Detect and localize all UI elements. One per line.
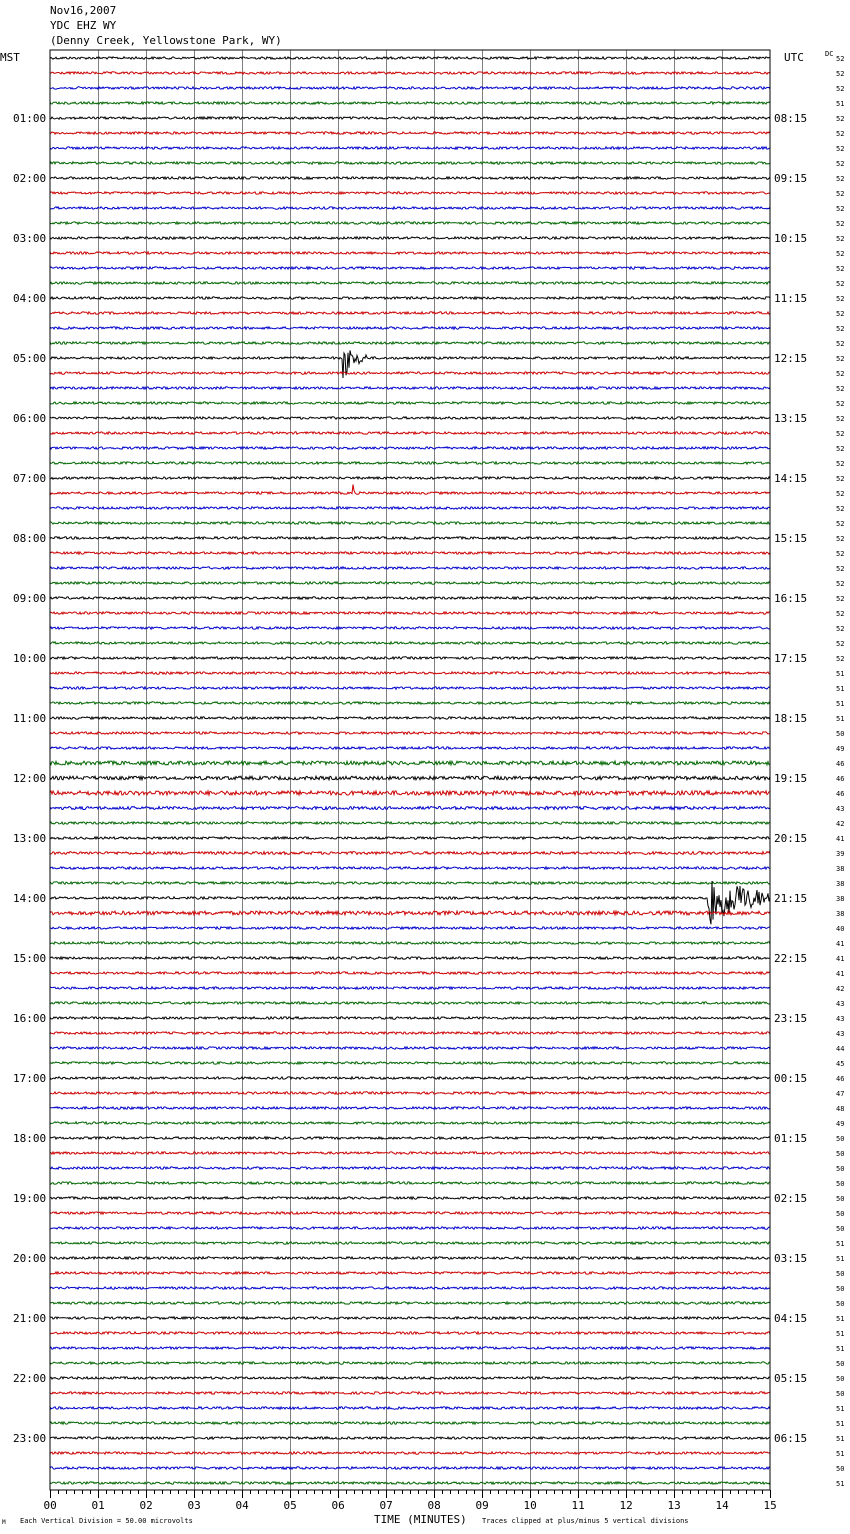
dc-offset-label: 52 xyxy=(836,415,845,423)
dc-offset-label: 52 xyxy=(836,385,845,393)
dc-offset-label: 52 xyxy=(836,160,845,168)
trace-line xyxy=(50,162,770,164)
x-axis-title: TIME (MINUTES) xyxy=(374,1513,467,1526)
x-tick-label: 11 xyxy=(571,1499,585,1512)
dc-offset-label: 52 xyxy=(836,220,845,228)
mst-hour-label: 21:00 xyxy=(13,1312,47,1325)
dc-offset-label: 41 xyxy=(836,835,845,843)
trace-line xyxy=(50,717,770,719)
dc-offset-label: 52 xyxy=(836,640,845,648)
trace-line xyxy=(50,1242,770,1244)
dc-offset-label: 52 xyxy=(836,280,845,288)
trace-line xyxy=(50,72,770,74)
dc-offset-label: 51 xyxy=(836,1450,845,1458)
mst-hour-label: 02:00 xyxy=(13,172,47,185)
dc-offset-label: 51 xyxy=(836,685,845,693)
trace-line xyxy=(50,267,770,269)
trace-line xyxy=(50,1437,770,1439)
trace-line xyxy=(50,1077,770,1079)
dc-offset-label: 41 xyxy=(836,955,845,963)
dc-offset-label: 38 xyxy=(836,895,845,903)
utc-hour-label: 12:15 xyxy=(774,352,808,365)
dc-offset-label: 52 xyxy=(836,235,845,243)
trace-line xyxy=(50,1122,770,1124)
trace-line xyxy=(50,1032,770,1034)
dc-offset-label: 52 xyxy=(836,565,845,573)
trace-line xyxy=(50,522,770,524)
dc-offset-label: 50 xyxy=(836,1135,845,1143)
mst-hour-label: 04:00 xyxy=(13,292,47,305)
trace-line xyxy=(50,1272,770,1274)
mst-hour-label: 12:00 xyxy=(13,772,47,785)
utc-hour-label: 01:15 xyxy=(774,1132,808,1145)
mst-hour-label: 17:00 xyxy=(13,1072,47,1085)
dc-offset-label: 50 xyxy=(836,1300,845,1308)
trace-line xyxy=(50,222,770,224)
dc-offset-label: 50 xyxy=(836,1225,845,1233)
trace-line xyxy=(50,132,770,134)
mst-hour-label: 09:00 xyxy=(13,592,47,605)
dc-offset-label: 52 xyxy=(836,505,845,513)
trace-line xyxy=(50,1227,770,1229)
dc-offset-label: 52 xyxy=(836,400,845,408)
trace-line xyxy=(50,462,770,464)
dc-offset-label: 46 xyxy=(836,760,845,768)
mst-hour-label: 13:00 xyxy=(13,832,47,845)
dc-offset-label: 51 xyxy=(836,715,845,723)
dc-offset-label: 50 xyxy=(836,1270,845,1278)
x-tick-label: 04 xyxy=(235,1499,249,1512)
trace-line xyxy=(50,1062,770,1064)
utc-hour-label: 18:15 xyxy=(774,712,808,725)
mst-hour-label: 15:00 xyxy=(13,952,47,965)
trace-line xyxy=(50,282,770,284)
x-tick-label: 06 xyxy=(331,1499,345,1512)
dc-offset-label: 46 xyxy=(836,790,845,798)
trace-line xyxy=(50,1467,770,1469)
dc-offset-label: 52 xyxy=(836,130,845,138)
trace-line xyxy=(50,507,770,509)
dc-offset-label: 52 xyxy=(836,340,845,348)
corner-mark: M xyxy=(2,1519,6,1526)
trace-line xyxy=(50,237,770,239)
trace-line xyxy=(50,1347,770,1349)
dc-offset-label: 52 xyxy=(836,175,845,183)
dc-offset-label: 52 xyxy=(836,55,845,63)
trace-line xyxy=(50,1152,770,1154)
trace-line xyxy=(50,881,770,924)
trace-line xyxy=(50,1047,770,1049)
x-tick-label: 03 xyxy=(187,1499,201,1512)
trace-line xyxy=(50,87,770,89)
trace-line xyxy=(50,1092,770,1094)
utc-hour-label: 04:15 xyxy=(774,1312,808,1325)
trace-line xyxy=(50,987,770,989)
dc-offset-label: 51 xyxy=(836,1420,845,1428)
dc-offset-label: 47 xyxy=(836,1090,845,1098)
dc-offset-label: 52 xyxy=(836,655,845,663)
trace-line xyxy=(50,1452,770,1454)
utc-hour-label: 19:15 xyxy=(774,772,808,785)
trace-line xyxy=(50,402,770,404)
dc-offset-label: 51 xyxy=(836,700,845,708)
trace-line xyxy=(50,387,770,389)
dc-offset-label: 52 xyxy=(836,490,845,498)
dc-offset-label: 50 xyxy=(836,730,845,738)
dc-offset-label: 52 xyxy=(836,535,845,543)
trace-line xyxy=(50,1317,770,1319)
dc-offset-label: 52 xyxy=(836,250,845,258)
trace-line xyxy=(50,732,770,734)
trace-line xyxy=(50,852,770,855)
dc-offset-label: 49 xyxy=(836,1120,845,1128)
utc-hour-label: 09:15 xyxy=(774,172,808,185)
dc-offset-label: 52 xyxy=(836,295,845,303)
dc-offset-label: 51 xyxy=(836,1480,845,1488)
trace-line xyxy=(50,687,770,689)
trace-line xyxy=(50,911,770,915)
utc-axis-label: UTC xyxy=(784,51,804,64)
dc-offset-label: 43 xyxy=(836,1030,845,1038)
utc-hour-label: 22:15 xyxy=(774,952,808,965)
dc-offset-label: 43 xyxy=(836,805,845,813)
trace-line xyxy=(50,1002,770,1004)
utc-hour-label: 10:15 xyxy=(774,232,808,245)
header-date: Nov16,2007 xyxy=(50,4,117,17)
x-tick-label: 02 xyxy=(139,1499,153,1512)
utc-hour-label: 13:15 xyxy=(774,412,808,425)
trace-line xyxy=(50,1107,770,1109)
dc-offset-label: 52 xyxy=(836,205,845,213)
dc-offset-label: 50 xyxy=(836,1465,845,1473)
mst-hour-label: 07:00 xyxy=(13,472,47,485)
dc-offset-label: 43 xyxy=(836,1000,845,1008)
dc-offset-label: 52 xyxy=(836,550,845,558)
label-layer xyxy=(13,55,844,1512)
scale-note: Each Vertical Division = 50.00 microvolts xyxy=(20,1517,193,1525)
trace-line xyxy=(50,552,770,554)
dc-offset-label: 50 xyxy=(836,1375,845,1383)
trace-line xyxy=(50,1287,770,1289)
dc-offset-label: 39 xyxy=(836,850,845,858)
header-station: YDC EHZ WY xyxy=(50,19,117,32)
dc-offset-label: 50 xyxy=(836,1150,845,1158)
dc-offset-label: 52 xyxy=(836,430,845,438)
mst-hour-label: 22:00 xyxy=(13,1372,47,1385)
trace-line xyxy=(50,117,770,119)
dc-offset-label: 51 xyxy=(836,1240,845,1248)
dc-offset-label: 51 xyxy=(836,1255,845,1263)
trace-line xyxy=(50,192,770,194)
trace-line xyxy=(50,972,770,974)
trace-line xyxy=(50,327,770,329)
dc-offset-label: 44 xyxy=(836,1045,845,1053)
trace-line xyxy=(50,761,770,765)
dc-offset-label: 42 xyxy=(836,820,845,828)
dc-offset-label: 51 xyxy=(836,1405,845,1413)
utc-hour-label: 21:15 xyxy=(774,892,808,905)
x-tick-label: 00 xyxy=(43,1499,57,1512)
dc-offset-label: 50 xyxy=(836,1210,845,1218)
trace-line xyxy=(50,927,770,929)
x-tick-label: 01 xyxy=(91,1499,105,1512)
trace-line xyxy=(50,477,770,479)
dc-offset-label: 52 xyxy=(836,115,845,123)
mst-hour-label: 05:00 xyxy=(13,352,47,365)
dc-offset-label: 52 xyxy=(836,325,845,333)
dc-offset-label: 52 xyxy=(836,460,845,468)
trace-line xyxy=(50,447,770,449)
x-tick-label: 07 xyxy=(379,1499,393,1512)
mst-hour-label: 20:00 xyxy=(13,1252,47,1265)
x-tick-label: 12 xyxy=(619,1499,633,1512)
dc-offset-label: 51 xyxy=(836,670,845,678)
dc-offset-label: 52 xyxy=(836,610,845,618)
mst-hour-label: 16:00 xyxy=(13,1012,47,1025)
dc-offset-label: 49 xyxy=(836,745,845,753)
mst-hour-label: 08:00 xyxy=(13,532,47,545)
utc-hour-label: 05:15 xyxy=(774,1372,808,1385)
dc-offset-label: 48 xyxy=(836,1105,845,1113)
trace-line xyxy=(50,1332,770,1334)
mst-hour-label: 06:00 xyxy=(13,412,47,425)
mst-hour-label: 11:00 xyxy=(13,712,47,725)
trace-line xyxy=(50,942,770,944)
trace-line xyxy=(50,537,770,539)
trace-line xyxy=(50,297,770,299)
x-tick-label: 13 xyxy=(667,1499,681,1512)
dc-offset-label: 52 xyxy=(836,355,845,363)
dc-offset-label: 52 xyxy=(836,475,845,483)
trace-line xyxy=(50,102,770,104)
trace-line xyxy=(50,806,770,809)
trace-line xyxy=(50,1377,770,1379)
dc-offset-label: 43 xyxy=(836,1015,845,1023)
clip-note: Traces clipped at plus/minus 5 vertical divisions xyxy=(482,1517,689,1525)
trace-line xyxy=(50,1212,770,1214)
minute-grid xyxy=(99,50,723,1490)
dc-offset-label: 52 xyxy=(836,580,845,588)
x-tick-label: 09 xyxy=(475,1499,489,1512)
trace-line xyxy=(50,1422,770,1424)
trace-line xyxy=(50,957,770,959)
dc-offset-label: 52 xyxy=(836,595,845,603)
mst-hour-label: 19:00 xyxy=(13,1192,47,1205)
trace-line xyxy=(50,747,770,749)
utc-hour-label: 23:15 xyxy=(774,1012,808,1025)
dc-offset-label: 51 xyxy=(836,1315,845,1323)
dc-offset-label: 38 xyxy=(836,865,845,873)
trace-line xyxy=(50,1362,770,1364)
trace-line xyxy=(50,485,770,495)
trace-line xyxy=(50,597,770,599)
mst-hour-label: 18:00 xyxy=(13,1132,47,1145)
trace-line xyxy=(50,837,770,839)
dc-offset-label: 51 xyxy=(836,100,845,108)
dc-offset-label: 40 xyxy=(836,925,845,933)
trace-line xyxy=(50,57,770,59)
x-tick-label: 08 xyxy=(427,1499,441,1512)
trace-line xyxy=(50,1257,770,1259)
utc-hour-label: 20:15 xyxy=(774,832,808,845)
dc-offset-label: 50 xyxy=(836,1390,845,1398)
dc-offset-label: 52 xyxy=(836,445,845,453)
trace-line xyxy=(50,567,770,569)
utc-hour-label: 14:15 xyxy=(774,472,808,485)
trace-line xyxy=(50,882,770,884)
trace-line xyxy=(50,672,770,674)
dc-offset-label: 52 xyxy=(836,265,845,273)
trace-line xyxy=(50,1482,770,1484)
dc-offset-label: 52 xyxy=(836,190,845,198)
dc-offset-label: 52 xyxy=(836,310,845,318)
dc-offset-label: 52 xyxy=(836,370,845,378)
trace-line xyxy=(50,350,770,378)
trace-line xyxy=(50,657,770,659)
dc-offset-label: 42 xyxy=(836,985,845,993)
trace-line xyxy=(50,1167,770,1169)
dc-offset-label: 41 xyxy=(836,940,845,948)
trace-line xyxy=(50,1407,770,1409)
utc-hour-label: 08:15 xyxy=(774,112,808,125)
trace-line xyxy=(50,1137,770,1139)
trace-line xyxy=(50,1197,770,1199)
trace-line xyxy=(50,252,770,254)
trace-line xyxy=(50,432,770,434)
x-tick-label: 05 xyxy=(283,1499,297,1512)
header-location: (Denny Creek, Yellowstone Park, WY) xyxy=(50,34,282,47)
trace-line xyxy=(50,207,770,209)
dc-offset-label: 50 xyxy=(836,1195,845,1203)
utc-hour-label: 03:15 xyxy=(774,1252,808,1265)
dc-offset-label: 52 xyxy=(836,85,845,93)
trace-line xyxy=(50,342,770,344)
trace-line xyxy=(50,642,770,644)
dc-offset-label: 52 xyxy=(836,145,845,153)
dc-offset-label: 51 xyxy=(836,1435,845,1443)
dc-offset-label: 52 xyxy=(836,70,845,78)
trace-line xyxy=(50,1017,770,1019)
utc-hour-label: 02:15 xyxy=(774,1192,808,1205)
mst-hour-label: 03:00 xyxy=(13,232,47,245)
mst-axis-label: MST xyxy=(0,51,20,64)
trace-line xyxy=(50,312,770,314)
mst-hour-label: 14:00 xyxy=(13,892,47,905)
utc-hour-label: 17:15 xyxy=(774,652,808,665)
trace-line xyxy=(50,417,770,419)
dc-offset-label: 46 xyxy=(836,1075,845,1083)
dc-offset-label: 50 xyxy=(836,1165,845,1173)
dc-offset-label: 38 xyxy=(836,880,845,888)
trace-line xyxy=(50,1302,770,1304)
dc-offset-label: 45 xyxy=(836,1060,845,1068)
utc-hour-label: 15:15 xyxy=(774,532,808,545)
trace-line xyxy=(50,702,770,704)
x-tick-label: 10 xyxy=(523,1499,537,1512)
dc-offset-label: 51 xyxy=(836,1345,845,1353)
trace-line xyxy=(50,147,770,149)
utc-hour-label: 11:15 xyxy=(774,292,808,305)
dc-label: DC xyxy=(825,50,834,58)
x-tick-label: 15 xyxy=(763,1499,777,1512)
utc-hour-label: 00:15 xyxy=(774,1072,808,1085)
trace-line xyxy=(50,1182,770,1184)
dc-offset-label: 50 xyxy=(836,1180,845,1188)
mst-hour-label: 23:00 xyxy=(13,1432,47,1445)
dc-offset-label: 46 xyxy=(836,775,845,783)
trace-line xyxy=(50,612,770,614)
trace-line xyxy=(50,1392,770,1394)
trace-line xyxy=(50,177,770,179)
dc-offset-label: 52 xyxy=(836,520,845,528)
dc-offset-label: 50 xyxy=(836,1285,845,1293)
trace-line xyxy=(50,627,770,629)
trace-line xyxy=(50,867,770,869)
dc-offset-label: 51 xyxy=(836,1330,845,1338)
mst-hour-label: 10:00 xyxy=(13,652,47,665)
trace-line xyxy=(50,791,770,795)
trace-layer xyxy=(50,57,770,1484)
trace-line xyxy=(50,822,770,824)
trace-line xyxy=(50,776,770,780)
dc-offset-label: 38 xyxy=(836,910,845,918)
utc-hour-label: 16:15 xyxy=(774,592,808,605)
x-tick-label: 14 xyxy=(715,1499,729,1512)
mst-hour-label: 01:00 xyxy=(13,112,47,125)
dc-offset-label: 50 xyxy=(836,1360,845,1368)
utc-hour-label: 06:15 xyxy=(774,1432,808,1445)
dc-offset-label: 52 xyxy=(836,625,845,633)
trace-line xyxy=(50,582,770,584)
trace-line xyxy=(50,372,770,374)
dc-offset-label: 41 xyxy=(836,970,845,978)
